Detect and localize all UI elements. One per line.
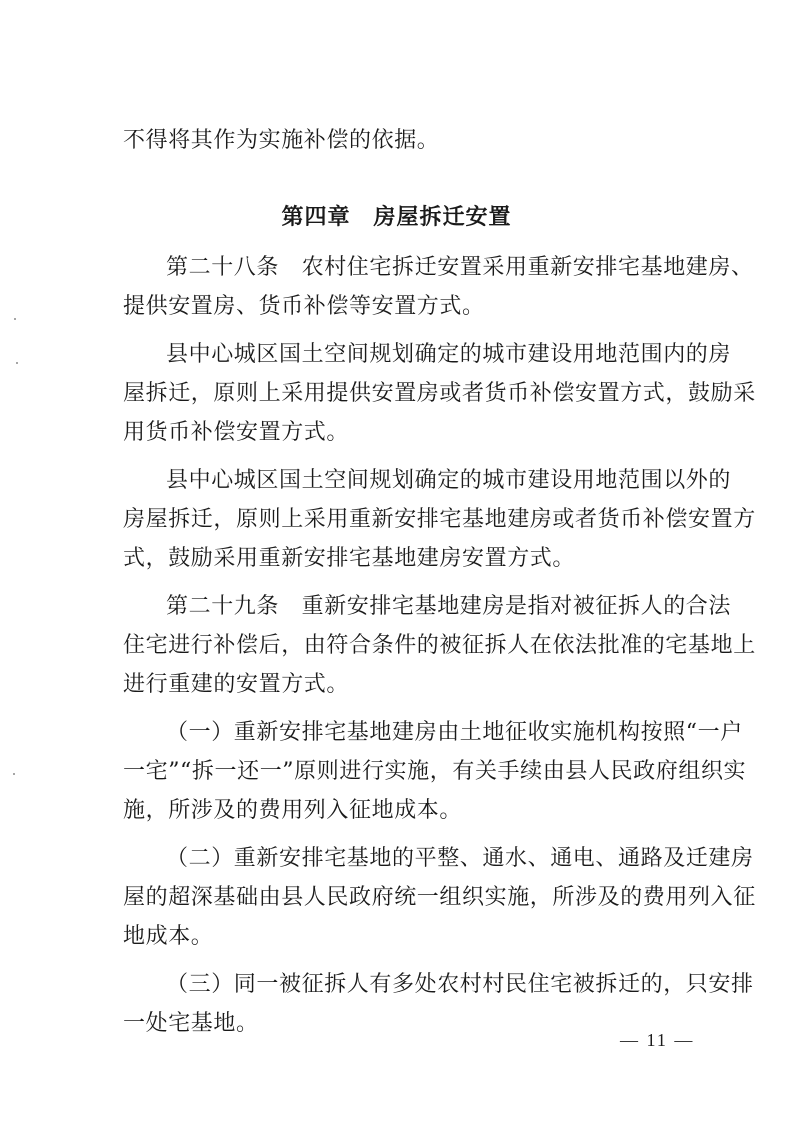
item-2-line-3: 地成本。 bbox=[123, 924, 214, 949]
article-28-line-1: 第二十八条 农村住宅拆迁安置采用重新安排宅基地建房、 bbox=[166, 255, 754, 280]
item-3-line-2: 一处宅基地。 bbox=[123, 1011, 259, 1036]
item-1-line-1: （一）重新安排宅基地建房由土地征收实施机构按照“一户 bbox=[166, 720, 743, 745]
scan-speck bbox=[16, 362, 18, 364]
article-28-line-2: 提供安置房、货币补偿等安置方式。 bbox=[123, 294, 485, 319]
continuation-line: 不得将其作为实施补偿的依据。 bbox=[123, 128, 440, 153]
item-2-line-1: （二）重新安排宅基地的平整、通水、通电、通路及迁建房 bbox=[166, 846, 754, 871]
chapter-heading: 第四章 房屋拆迁安置 bbox=[281, 205, 512, 230]
paragraph-within-range-line-1: 县中心城区国土空间规划确定的城市建设用地范围内的房 bbox=[166, 342, 732, 367]
scan-speck bbox=[14, 318, 16, 320]
article-29-line-3: 进行重建的安置方式。 bbox=[123, 672, 350, 697]
item-2-line-2: 屋的超深基础由县人民政府统一组织实施，所涉及的费用列入征 bbox=[123, 885, 756, 910]
paragraph-outside-range-line-1: 县中心城区国土空间规划确定的城市建设用地范围以外的 bbox=[166, 468, 732, 493]
article-29-line-1: 第二十九条 重新安排宅基地建房是指对被征拆人的合法 bbox=[166, 594, 732, 619]
page-number: — 11 — bbox=[620, 1030, 695, 1050]
paragraph-within-range-line-3: 用货币补偿安置方式。 bbox=[123, 420, 350, 445]
item-3-line-1: （三）同一被征拆人有多处农村村民住宅被拆迁的，只安排 bbox=[166, 972, 754, 997]
scan-speck bbox=[13, 773, 15, 775]
paragraph-outside-range-line-2: 房屋拆迁，原则上采用重新安排宅基地建房或者货币补偿安置方 bbox=[123, 507, 756, 532]
article-29-line-2: 住宅进行补偿后，由符合条件的被征拆人在依法批准的宅基地上 bbox=[123, 633, 756, 658]
item-1-line-3: 施，所涉及的费用列入征地成本。 bbox=[123, 798, 463, 823]
paragraph-within-range-line-2: 屋拆迁，原则上采用提供安置房或者货币补偿安置方式，鼓励采 bbox=[123, 381, 756, 406]
item-1-line-2: 一宅”“拆一还一”原则进行实施，有关手续由县人民政府组织实 bbox=[123, 759, 747, 784]
paragraph-outside-range-line-3: 式，鼓励采用重新安排宅基地建房安置方式。 bbox=[123, 546, 576, 571]
